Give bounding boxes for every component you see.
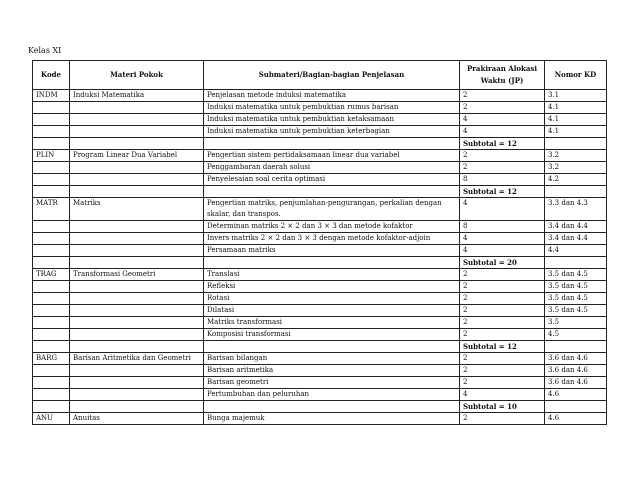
kd-cell <box>545 138 607 150</box>
kode-cell: INDM <box>33 90 70 102</box>
kode-cell: MATR <box>33 198 70 221</box>
kode-cell <box>33 245 70 257</box>
table-row <box>33 269 607 281</box>
table-row <box>33 365 607 377</box>
materi-cell: Program Linear Dua Variabel <box>70 150 204 162</box>
table-row <box>33 389 607 401</box>
kode-cell <box>33 389 70 401</box>
alokasi-cell: 2 <box>460 102 545 114</box>
kode-cell <box>33 317 70 329</box>
submateri-cell: Dilatasi <box>204 305 460 317</box>
alokasi-cell: 4 <box>460 126 545 138</box>
submateri-cell: Invers matriks 2 × 2 dan 3 × 3 dengan metode kofaktor-adjoin <box>204 233 460 245</box>
alokasi-cell: 2 <box>460 162 545 174</box>
alokasi-cell: 2 <box>460 353 545 365</box>
kode-cell <box>33 138 70 150</box>
table-row <box>33 353 607 365</box>
submateri-cell: Induksi matematika untuk pembuktian ketaksamaan <box>204 114 460 126</box>
alokasi-cell: 2 <box>460 269 545 281</box>
submateri-cell: Translasi <box>204 269 460 281</box>
materi-cell <box>70 138 204 150</box>
alokasi-cell: 2 <box>460 317 545 329</box>
table-row <box>33 233 607 245</box>
subtotal-row <box>33 186 607 198</box>
kd-cell: 4.1 <box>545 114 607 126</box>
table-row <box>33 317 607 329</box>
submateri-cell: Barisan bilangan <box>204 353 460 365</box>
subtotal-cell: Subtotal = 20 <box>460 257 545 269</box>
table-row <box>33 126 607 138</box>
kd-cell <box>545 186 607 198</box>
alokasi-cell: 4 <box>460 233 545 245</box>
kode-cell: PLIN <box>33 150 70 162</box>
kode-cell <box>33 341 70 353</box>
materi-cell <box>70 389 204 401</box>
kode-cell <box>33 233 70 245</box>
table-row <box>33 174 607 186</box>
submateri-cell <box>204 401 460 413</box>
table-row <box>33 102 607 114</box>
kd-cell: 3.5 dan 4.5 <box>545 269 607 281</box>
kd-cell: 4.5 <box>545 329 607 341</box>
table-row <box>33 162 607 174</box>
table-row <box>33 413 607 425</box>
kode-cell <box>33 174 70 186</box>
submateri-cell: Pengertian matriks, penjumlahan-pengurangan, perkalian dengan skalar, dan transpos. <box>204 198 460 221</box>
kode-cell <box>33 102 70 114</box>
header-submateri: Submateri/Bagian-bagian Penjelasan <box>204 61 460 90</box>
alokasi-cell: 4 <box>460 245 545 257</box>
materi-cell <box>70 114 204 126</box>
alokasi-cell: 2 <box>460 377 545 389</box>
kd-cell: 3.6 dan 4.6 <box>545 365 607 377</box>
submateri-cell: Penjelasan metode induksi matematika <box>204 90 460 102</box>
kd-cell: 3.6 dan 4.6 <box>545 353 607 365</box>
materi-cell: Barisan Aritmetika dan Geometri <box>70 353 204 365</box>
header-materi: Materi Pokok <box>70 61 204 90</box>
header-row <box>33 61 607 90</box>
submateri-cell <box>204 186 460 198</box>
submateri-cell: Induksi matematika untuk pembuktian rumus barisan <box>204 102 460 114</box>
kode-cell <box>33 401 70 413</box>
table-body <box>33 90 607 425</box>
submateri-cell: Persamaan matriks <box>204 245 460 257</box>
kd-cell: 3.2 <box>545 150 607 162</box>
kd-cell: 3.5 <box>545 317 607 329</box>
kd-cell <box>545 401 607 413</box>
submateri-cell: Determinan matriks 2 × 2 dan 3 × 3 dan metode kofaktor <box>204 221 460 233</box>
materi-cell <box>70 365 204 377</box>
table-row <box>33 293 607 305</box>
submateri-cell: Pengertian sistem pertidaksamaan linear dua variabel <box>204 150 460 162</box>
table-row <box>33 114 607 126</box>
submateri-cell: Induksi matematika untuk pembuktian keterbagian <box>204 126 460 138</box>
materi-cell <box>70 233 204 245</box>
kd-cell: 4.1 <box>545 126 607 138</box>
kode-cell: TRAG <box>33 269 70 281</box>
kode-cell <box>33 365 70 377</box>
alokasi-cell: 2 <box>460 281 545 293</box>
submateri-cell: Barisan geometri <box>204 377 460 389</box>
materi-cell <box>70 245 204 257</box>
materi-cell <box>70 126 204 138</box>
alokasi-cell: 2 <box>460 305 545 317</box>
alokasi-cell: 2 <box>460 293 545 305</box>
materi-cell <box>70 377 204 389</box>
materi-cell: Transformasi Geometri <box>70 269 204 281</box>
materi-cell: Anuitas <box>70 413 204 425</box>
subtotal-row <box>33 257 607 269</box>
alokasi-cell: 4 <box>460 389 545 401</box>
submateri-cell: Barisan aritmetika <box>204 365 460 377</box>
alokasi-cell: 4 <box>460 198 545 221</box>
kd-cell <box>545 341 607 353</box>
header-alokasi: Prakiraan Alokasi Waktu (JP) <box>460 61 545 90</box>
materi-cell: Matriks <box>70 198 204 221</box>
alokasi-cell: 2 <box>460 90 545 102</box>
kode-cell: ANU <box>33 413 70 425</box>
kd-cell <box>545 257 607 269</box>
kode-cell <box>33 114 70 126</box>
table-row <box>33 245 607 257</box>
materi-cell <box>70 293 204 305</box>
alokasi-cell: 8 <box>460 174 545 186</box>
kd-cell: 4.6 <box>545 389 607 401</box>
table-row <box>33 221 607 233</box>
alokasi-cell: 2 <box>460 365 545 377</box>
alokasi-cell: 2 <box>460 150 545 162</box>
materi-cell <box>70 341 204 353</box>
submateri-cell: Penyelesaian soal cerita optimasi <box>204 174 460 186</box>
materi-cell <box>70 257 204 269</box>
submateri-cell: Bunga majemuk <box>204 413 460 425</box>
kd-cell: 4.1 <box>545 102 607 114</box>
materi-cell <box>70 174 204 186</box>
submateri-cell <box>204 138 460 150</box>
kode-cell <box>33 257 70 269</box>
materi-cell <box>70 186 204 198</box>
table-row <box>33 90 607 102</box>
subtotal-cell: Subtotal = 12 <box>460 138 545 150</box>
alokasi-cell: 4 <box>460 114 545 126</box>
subtotal-cell: Subtotal = 12 <box>460 341 545 353</box>
kode-cell <box>33 221 70 233</box>
header-kd: Nomor KD <box>545 61 607 90</box>
kd-cell: 3.5 dan 4.5 <box>545 305 607 317</box>
table-row <box>33 377 607 389</box>
submateri-cell: Refleksi <box>204 281 460 293</box>
table-row <box>33 281 607 293</box>
kd-cell: 3.2 <box>545 162 607 174</box>
kd-cell: 3.4 dan 4.4 <box>545 233 607 245</box>
materi-cell <box>70 102 204 114</box>
kode-cell <box>33 162 70 174</box>
kode-cell <box>33 126 70 138</box>
alokasi-cell: 2 <box>460 413 545 425</box>
submateri-cell <box>204 257 460 269</box>
materi-cell <box>70 281 204 293</box>
kd-cell: 4.4 <box>545 245 607 257</box>
kode-cell <box>33 305 70 317</box>
kode-cell: BARG <box>33 353 70 365</box>
header-kode: Kode <box>33 61 70 90</box>
caption: Kelas XI <box>28 46 62 55</box>
materi-cell <box>70 221 204 233</box>
submateri-cell: Pertumbuhan dan peluruhan <box>204 389 460 401</box>
materi-cell <box>70 162 204 174</box>
alokasi-cell: 2 <box>460 329 545 341</box>
kd-cell: 3.6 dan 4.6 <box>545 377 607 389</box>
kd-cell: 3.5 dan 4.5 <box>545 293 607 305</box>
table-row <box>33 329 607 341</box>
subtotal-cell: Subtotal = 10 <box>460 401 545 413</box>
materi-cell <box>70 305 204 317</box>
materi-cell <box>70 329 204 341</box>
kode-cell <box>33 293 70 305</box>
table-row <box>33 150 607 162</box>
submateri-cell: Matriks transformasi <box>204 317 460 329</box>
kode-cell <box>33 186 70 198</box>
table-row <box>33 198 607 221</box>
table-row <box>33 305 607 317</box>
kd-cell: 4.6 <box>545 413 607 425</box>
materi-cell <box>70 401 204 413</box>
curriculum-table <box>32 60 607 425</box>
kd-cell: 3.4 dan 4.4 <box>545 221 607 233</box>
submateri-cell: Penggambaran daerah solusi <box>204 162 460 174</box>
materi-cell <box>70 317 204 329</box>
kd-cell: 3.5 dan 4.5 <box>545 281 607 293</box>
kode-cell <box>33 281 70 293</box>
kode-cell <box>33 329 70 341</box>
submateri-cell: Komposisi transformasi <box>204 329 460 341</box>
subtotal-row <box>33 138 607 150</box>
subtotal-row <box>33 341 607 353</box>
kd-cell: 4.2 <box>545 174 607 186</box>
submateri-cell <box>204 341 460 353</box>
kd-cell: 3.1 <box>545 90 607 102</box>
submateri-cell: Rotasi <box>204 293 460 305</box>
alokasi-cell: 8 <box>460 221 545 233</box>
subtotal-cell: Subtotal = 12 <box>460 186 545 198</box>
kd-cell: 3.3 dan 4.3 <box>545 198 607 221</box>
subtotal-row <box>33 401 607 413</box>
kode-cell <box>33 377 70 389</box>
materi-cell: Induksi Matematika <box>70 90 204 102</box>
